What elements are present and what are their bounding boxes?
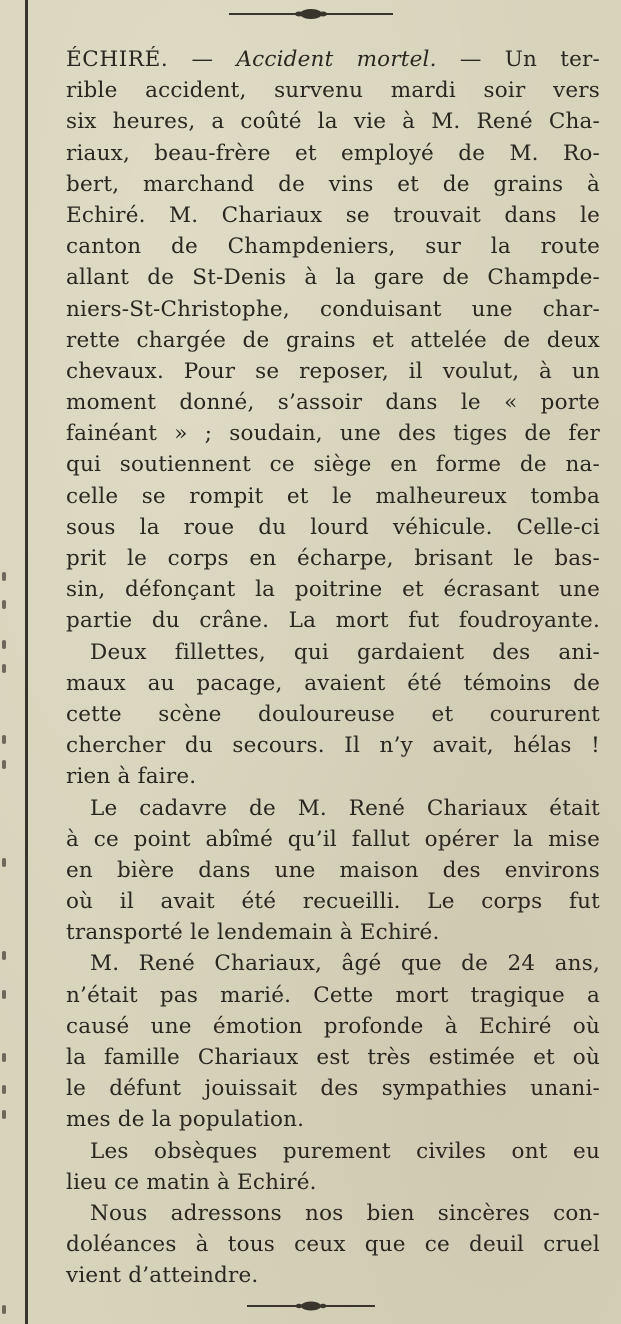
bottom-ornament-rule xyxy=(0,1296,621,1316)
text-line: fainéant » ; soudain, une des tiges de fer xyxy=(66,421,600,447)
margin-fragment xyxy=(2,1085,6,1094)
text-line: M. René Chariaux, âgé que de 24 ans, xyxy=(90,951,600,977)
text-line: six heures, a coûté la vie à M. René Cha- xyxy=(66,109,600,135)
margin-fragment xyxy=(2,640,6,649)
text-line: la famille Chariaux est très estimée et où xyxy=(66,1045,600,1070)
text-line: transporté le lendemain à Echiré. xyxy=(66,920,440,946)
margin-fragment xyxy=(2,951,6,960)
margin-fragment xyxy=(2,572,6,581)
text-line: rette chargée de grains et attelée de deux xyxy=(66,327,600,353)
text-line: sin, défonçant la poitrine et écrasant une xyxy=(66,577,600,603)
margin-fragment xyxy=(2,1110,6,1119)
text-line: lieu ce matin à Echiré. xyxy=(66,1169,317,1195)
text-line: moment donné, s’assoir dans le « porte xyxy=(66,390,600,416)
text-line: Les obsèques purement civiles ont eu xyxy=(90,1138,600,1164)
top-ornament-rule xyxy=(0,4,621,24)
headline-place: ÉCHIRÉ. xyxy=(66,47,169,72)
text-line: le défunt jouissait des sympathies unani- xyxy=(66,1076,600,1102)
text-line: Deux fillettes, qui gardaient des ani- xyxy=(90,639,600,665)
margin-fragment xyxy=(2,858,6,867)
text-line: où il avait été recueilli. Le corps fut xyxy=(66,889,600,915)
text-line: rien à faire. xyxy=(66,764,197,790)
text-line: Un ter- xyxy=(504,47,600,72)
text-line: cette scène douloureuse et coururent xyxy=(66,701,600,727)
text-line: Echiré. M. Chariaux se trouvait dans le xyxy=(66,202,600,228)
text-line: maux au pacage, avaient été témoins de xyxy=(66,670,600,696)
margin-fragment xyxy=(2,600,6,609)
text-line: en bière dans une maison des environs xyxy=(66,857,600,883)
article-body xyxy=(66,44,600,1292)
text-line: doléances à tous ceux que ce deuil cruel xyxy=(66,1232,600,1258)
left-margin-fragments xyxy=(0,0,12,1324)
headline-title: Accident mortel. xyxy=(236,47,437,72)
text-line: allant de St-Denis à la gare de Champde- xyxy=(66,265,600,291)
text-line: prit le corps en écharpe, brisant le bas- xyxy=(66,546,600,571)
margin-fragment xyxy=(2,990,6,999)
text-line: partie du crâne. La mort fut foudroyante. xyxy=(66,608,600,634)
text-line: sous la roue du lourd véhicule. Celle-ci xyxy=(66,514,600,540)
headline-dash: — xyxy=(191,47,214,72)
margin-fragment xyxy=(2,735,6,744)
text-line: niers-St-Christophe, conduisant une char- xyxy=(66,296,600,322)
column-rule xyxy=(25,0,28,1324)
text-line: mes de la population. xyxy=(66,1107,305,1133)
text-line: qui soutiennent ce siège en forme de na- xyxy=(66,452,600,478)
margin-fragment xyxy=(2,760,6,769)
text-line: n’était pas marié. Cette mort tragique a xyxy=(66,982,600,1008)
text-line: à ce point abîmé qu’il fallut opérer la mise xyxy=(66,826,600,852)
headline-line xyxy=(66,44,600,75)
margin-fragment xyxy=(2,1053,6,1062)
text-line: canton de Champdeniers, sur la route xyxy=(66,234,600,260)
text-line: chercher du secours. Il n’y avait, hélas ! xyxy=(66,733,600,759)
text-line: celle se rompit et le malheureux tomba xyxy=(66,483,600,509)
text-line: riaux, beau-frère et employé de M. Ro- xyxy=(66,140,600,166)
text-line: causé une émotion profonde à Echiré où xyxy=(66,1013,600,1039)
text-line: Nous adressons nos bien sincères con- xyxy=(90,1200,600,1226)
margin-fragment xyxy=(2,664,6,673)
text-line: bert, marchand de vins et de grains à xyxy=(66,171,600,197)
text-line: chevaux. Pour se reposer, il voulut, à un xyxy=(66,358,600,384)
headline-dash: — xyxy=(459,47,482,72)
text-line: rible accident, survenu mardi soir vers xyxy=(66,78,600,104)
text-line: Le cadavre de M. René Chariaux était xyxy=(90,795,600,821)
text-line: vient d’atteindre. xyxy=(66,1263,259,1289)
